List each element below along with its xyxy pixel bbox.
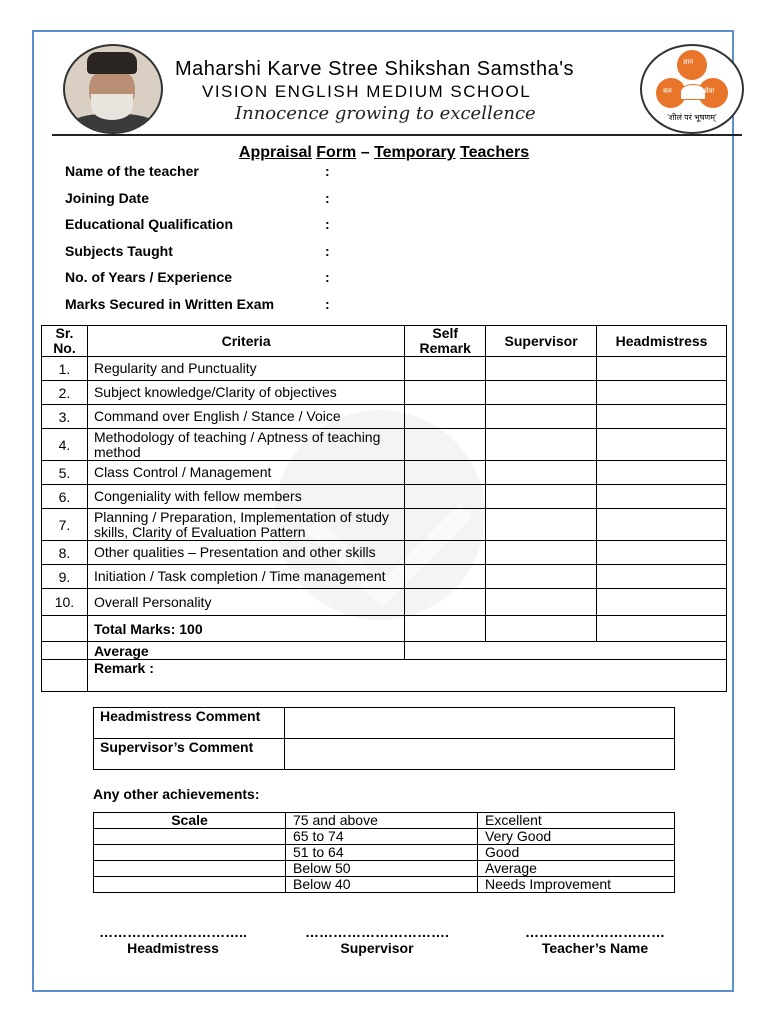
table-row: 5. Class Control / Management	[42, 461, 727, 485]
average-cell[interactable]	[405, 642, 727, 660]
self-total-cell[interactable]	[405, 616, 486, 642]
founder-portrait	[63, 44, 163, 134]
headmistress-cell[interactable]	[597, 589, 727, 616]
scale-row: 65 to 74 Very Good	[94, 829, 675, 845]
logo-word-3: बल	[663, 88, 672, 95]
scale-row: Below 50 Average	[94, 861, 675, 877]
table-row: 1. Regularity and Punctuality	[42, 357, 727, 381]
logo-word-1: ज्ञान	[683, 59, 694, 66]
supervisor-cell[interactable]	[486, 381, 597, 405]
table-row: 2. Subject knowledge/Clarity of objectives	[42, 381, 727, 405]
header-supervisor: Supervisor	[486, 326, 597, 357]
supervisor-cell[interactable]	[486, 405, 597, 429]
headmistress-cell[interactable]	[597, 357, 727, 381]
supervisor-cell[interactable]	[486, 565, 597, 589]
self-remark-cell[interactable]	[405, 461, 486, 485]
supervisor-cell[interactable]	[486, 509, 597, 541]
headmistress-cell[interactable]	[597, 381, 727, 405]
signature-teacher: ………………………… Teacher’s Name	[525, 924, 665, 956]
school-logo	[640, 44, 744, 134]
logo-word-2: सेवा	[704, 88, 715, 95]
school-name: VISION ENGLISH MEDIUM SCHOOL	[202, 82, 532, 101]
institution-name: Maharshi Karve Stree Shikshan Samstha's	[175, 58, 575, 80]
self-remark-cell[interactable]	[405, 509, 486, 541]
headmistress-cell[interactable]	[597, 485, 727, 509]
signature-supervisor: …………………………. Supervisor	[305, 924, 449, 956]
table-row: 9. Initiation / Task completion / Time management	[42, 565, 727, 589]
headmistress-cell[interactable]	[597, 429, 727, 461]
criteria-header-row	[42, 326, 727, 357]
scale-row: Scale 75 and above Excellent	[94, 813, 675, 829]
table-row: 3. Command over English / Stance / Voice	[42, 405, 727, 429]
remark-row	[42, 660, 727, 692]
self-remark-cell[interactable]	[405, 541, 486, 565]
headmistress-cell[interactable]	[597, 509, 727, 541]
headmistress-cell[interactable]	[597, 541, 727, 565]
scale-row: 51 to 64 Good	[94, 845, 675, 861]
school-tagline: Innocence growing to excellence	[235, 103, 536, 124]
headmistress-cell[interactable]	[597, 565, 727, 589]
supervisor-comment-field[interactable]	[285, 739, 675, 770]
total-marks-row: Total Marks: 100	[42, 616, 727, 642]
field-joining-date: Joining Date :	[65, 189, 330, 206]
field-qualification: Educational Qualification :	[65, 216, 330, 232]
headmistress-total-cell[interactable]	[597, 616, 727, 642]
headmistress-comment-field[interactable]	[285, 708, 675, 739]
self-remark-cell[interactable]	[405, 405, 486, 429]
header-sr-no: Sr. No.	[42, 326, 88, 357]
self-remark-cell[interactable]	[405, 589, 486, 616]
average-row: Average	[42, 642, 727, 660]
comments-table	[93, 707, 675, 770]
criteria-table	[41, 325, 727, 692]
header-self-remark: Self Remark	[405, 326, 486, 357]
table-row: 7. Planning / Preparation, Implementation of study skills, Clarity of Evaluation Pattern	[42, 509, 727, 541]
table-row: 4. Methodology of teaching / Aptness of teaching method	[42, 429, 727, 461]
header-rule	[52, 134, 742, 136]
field-written-exam: Marks Secured in Written Exam :	[65, 295, 330, 312]
supervisor-cell[interactable]	[486, 357, 597, 381]
header-headmistress: Headmistress	[597, 326, 727, 357]
self-remark-cell[interactable]	[405, 357, 486, 381]
remark-field[interactable]: Remark :	[87, 660, 726, 692]
table-row: 10. Overall Personality	[42, 589, 727, 616]
self-remark-cell[interactable]	[405, 429, 486, 461]
scale-table	[93, 812, 675, 893]
supervisor-cell[interactable]	[486, 429, 597, 461]
scale-row: Below 40 Needs Improvement	[94, 877, 675, 893]
headmistress-cell[interactable]	[597, 461, 727, 485]
form-title: Appraisal Form – Temporary Teachers	[238, 144, 530, 161]
signature-headmistress: ………………………….. Headmistress	[99, 924, 247, 956]
self-remark-cell[interactable]	[405, 485, 486, 509]
field-subjects: Subjects Taught :	[65, 242, 330, 259]
headmistress-cell[interactable]	[597, 405, 727, 429]
teacher-details	[65, 163, 365, 322]
header-criteria: Criteria	[87, 326, 404, 357]
self-remark-cell[interactable]	[405, 381, 486, 405]
supervisor-cell[interactable]	[486, 461, 597, 485]
logo-motto: ‘शीलं परं भूषणम्’	[667, 113, 717, 122]
supervisor-cell[interactable]	[486, 589, 597, 616]
supervisor-total-cell[interactable]	[486, 616, 597, 642]
table-row: 8. Other qualities – Presentation and other skills	[42, 541, 727, 565]
table-row: 6. Congeniality with fellow members	[42, 485, 727, 509]
field-teacher-name: Name of the teacher :	[65, 163, 330, 179]
field-experience: No. of Years / Experience :	[65, 269, 330, 285]
supervisor-comment-row: Supervisor’s Comment	[94, 739, 675, 770]
supervisor-cell[interactable]	[486, 541, 597, 565]
supervisor-cell[interactable]	[486, 485, 597, 509]
achievements-label: Any other achievements:	[93, 786, 260, 802]
self-remark-cell[interactable]	[405, 565, 486, 589]
headmistress-comment-row: Headmistress Comment	[94, 708, 675, 739]
